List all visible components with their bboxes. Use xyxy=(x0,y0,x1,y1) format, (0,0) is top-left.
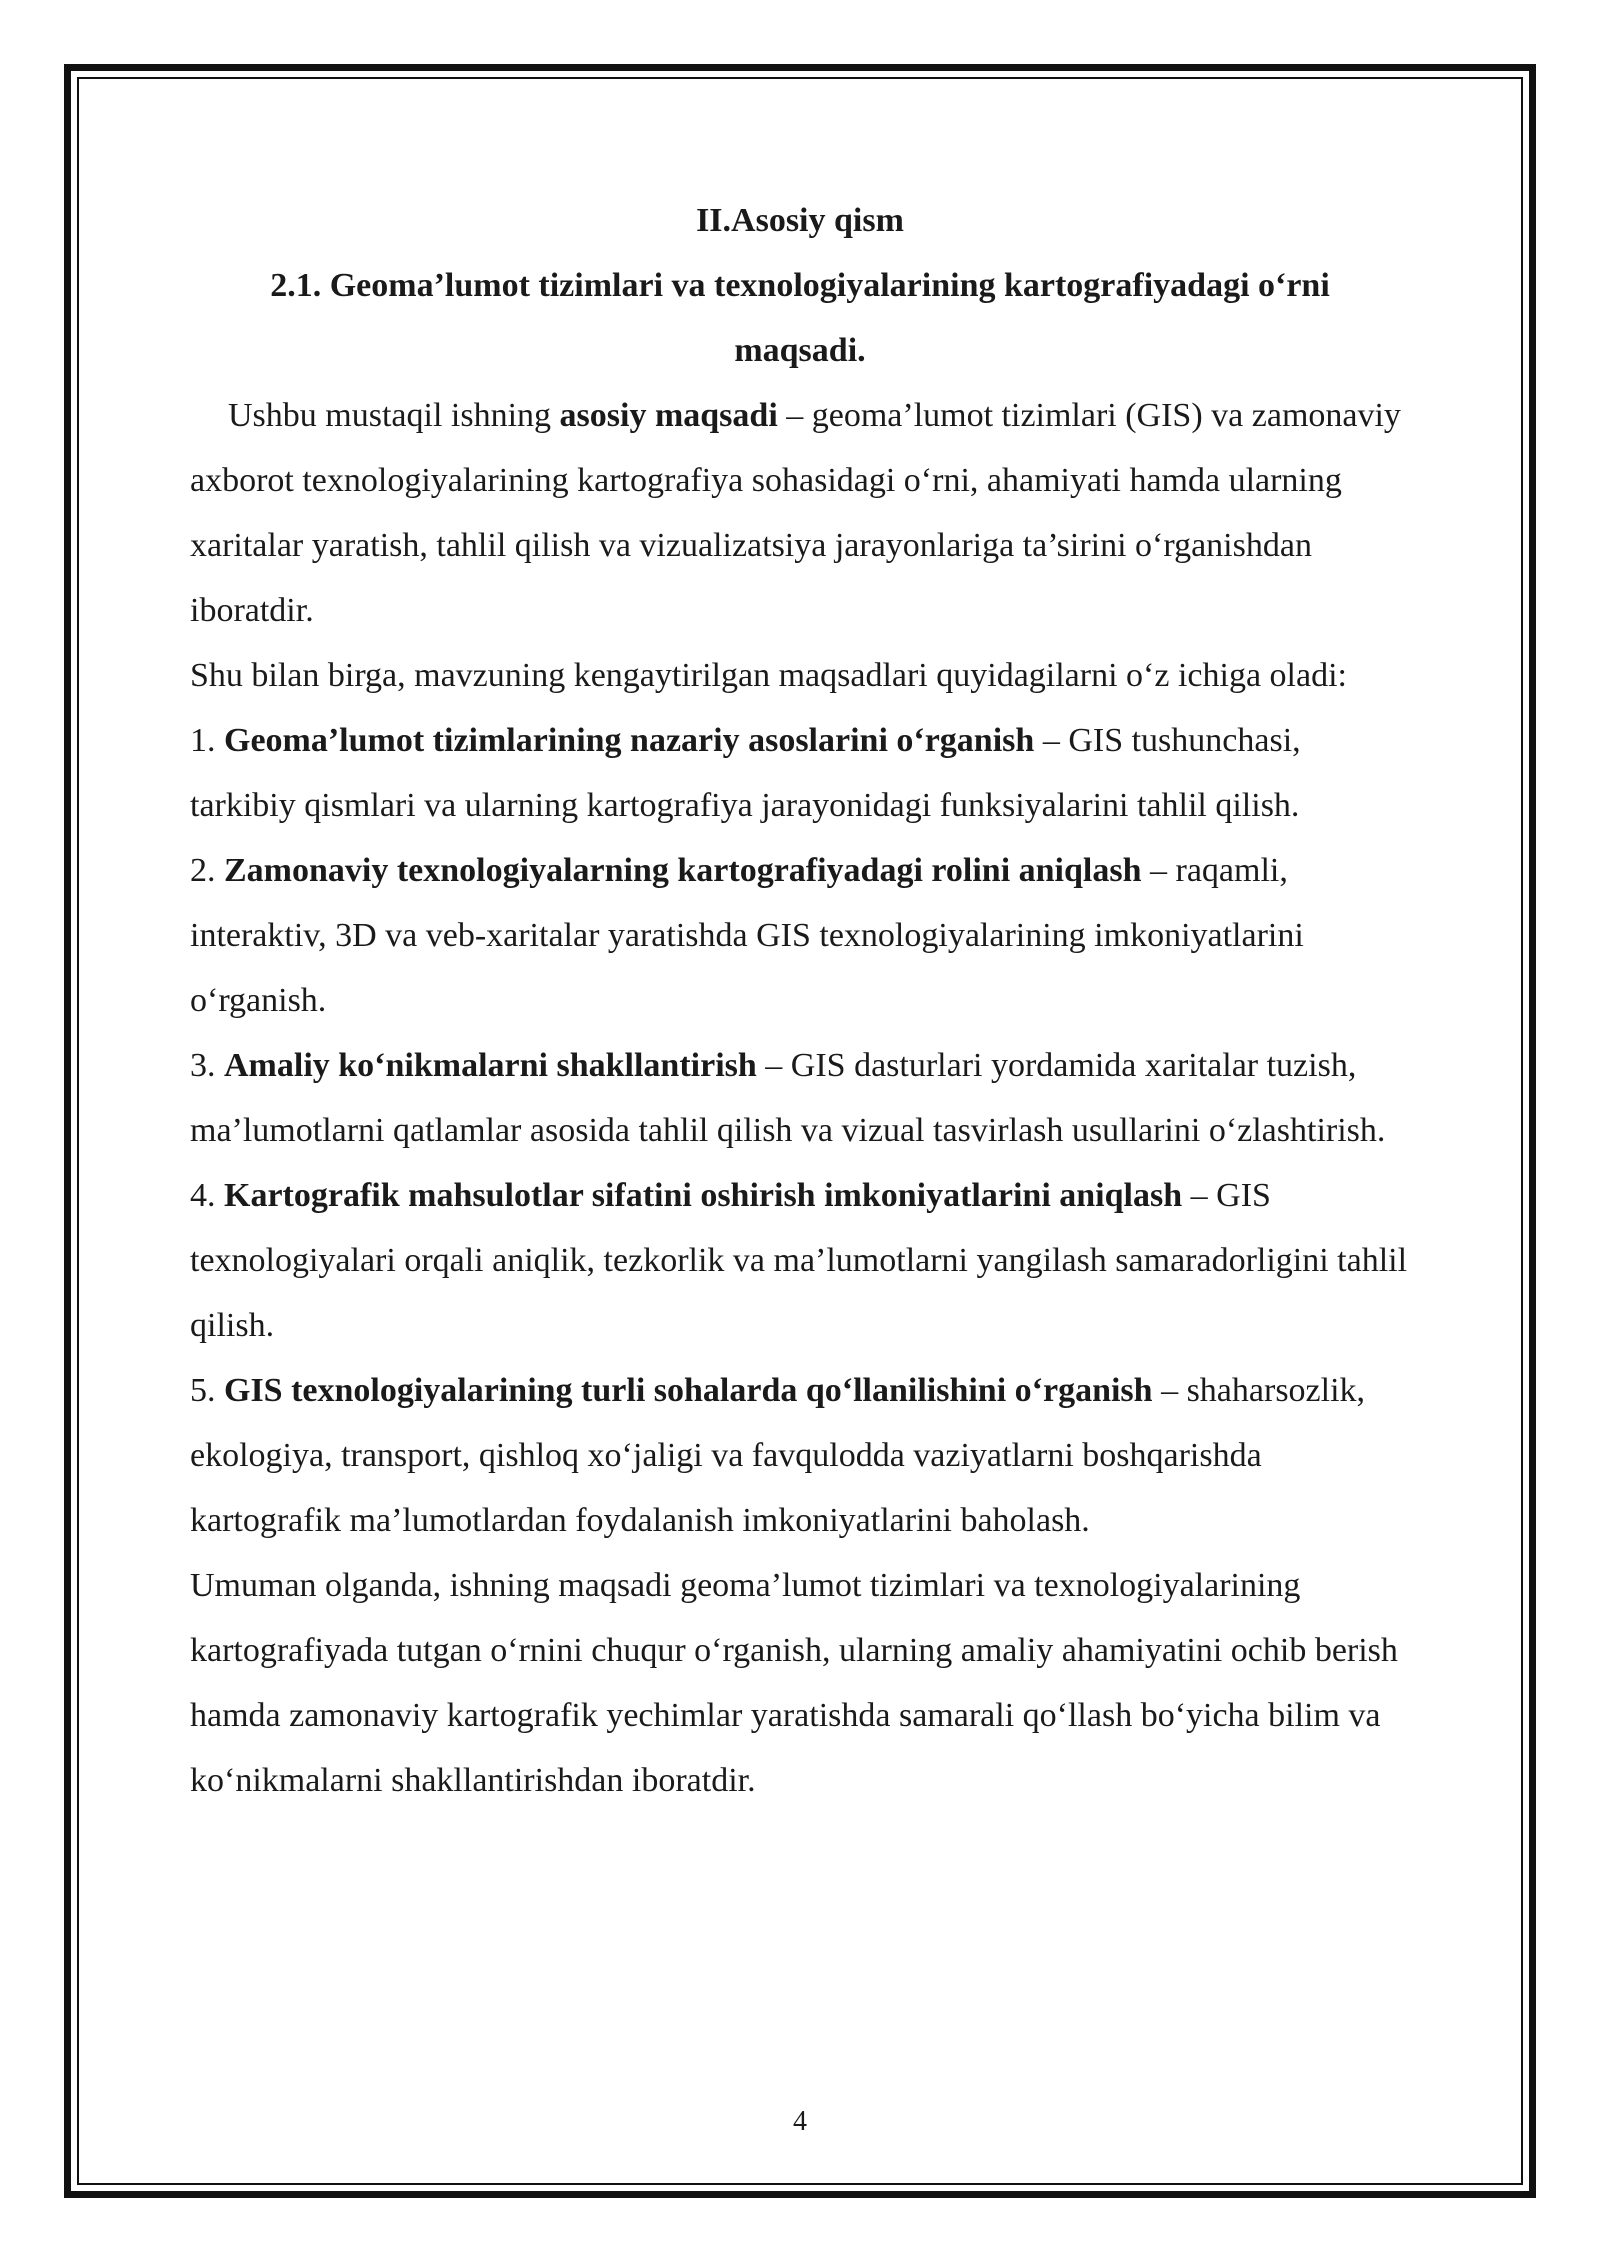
conclusion-paragraph: Umuman olganda, ishning maqsadi geoma’lumot tizimlari va texnologiyalarining kartografiyada tutgan o‘rnini chuqur o‘rganish, ularning amaliy ahamiyatini ochib berish hamda zamonaviy kartografik yechimlar yaratishda samarali qo‘llash bo‘yicha bilim va ko‘nikmalarni shakllantirishdan iboratdir. xyxy=(190,1567,1398,1799)
list-item-number: 3. xyxy=(190,1047,224,1084)
document-body xyxy=(190,188,1410,1813)
list-item xyxy=(190,708,1410,838)
extended-intro-paragraph: Shu bilan birga, mavzuning kengaytirilgan maqsadlari quyidagilarni o‘z ichiga oladi: xyxy=(190,657,1347,694)
list-item-text: – GIS texnologiyalari orqali aniqlik, tezkorlik va ma’lumotlarni yangilash samaradorligini tahlil qilish. xyxy=(190,1177,1408,1344)
subsection-heading: 2.1. Geoma’lumot tizimlari va texnologiyalarining kartografiyadagi o‘rni maqsadi. xyxy=(270,267,1330,369)
list-item xyxy=(190,1033,1410,1163)
intro-bold-term: asosiy maqsadi xyxy=(559,397,778,434)
list-item xyxy=(190,1358,1410,1553)
list-item-title: Zamonaviy texnologiyalarning kartografiyadagi rolini aniqlash xyxy=(224,852,1142,889)
list-item xyxy=(190,1163,1410,1358)
page-number: 4 xyxy=(793,2106,807,2137)
list-item-text: – GIS dasturlari yordamida xaritalar tuzish, ma’lumotlarni qatlamlar asosida tahlil qilish va vizual tasvirlash usullarini o‘zlashtirish. xyxy=(190,1047,1386,1149)
intro-paragraph xyxy=(190,383,1410,643)
list-item-title: Geoma’lumot tizimlarining nazariy asoslarini o‘rganish xyxy=(224,722,1035,759)
list-item-number: 4. xyxy=(190,1177,224,1214)
list-item xyxy=(190,838,1410,1033)
list-item-text: – shaharsozlik, ekologiya, transport, qishloq xo‘jaligi va favqulodda vaziyatlarni boshqarishda kartografik ma’lumotlardan foydalanish imkoniyatlarini baholash. xyxy=(190,1372,1366,1539)
list-item-title: Amaliy ko‘nikmalarni shakllantirish xyxy=(224,1047,757,1084)
intro-rest: – geoma’lumot tizimlari (GIS) va zamonaviy axborot texnologiyalarining kartografiya sohasidagi o‘rni, ahamiyati hamda ularning xaritalar yaratish, tahlil qilish va vizualizatsiya jarayonlariga ta’sirini o‘rganishdan iboratdir. xyxy=(190,397,1401,629)
list-item-title: Kartografik mahsulotlar sifatini oshirish imkoniyatlarini aniqlash xyxy=(224,1177,1183,1214)
list-item-title: GIS texnologiyalarining turli sohalarda qo‘llanilishini o‘rganish xyxy=(224,1372,1153,1409)
list-item-number: 1. xyxy=(190,722,224,759)
section-heading: II.Asosiy qism xyxy=(696,202,904,239)
intro-lead: Ushbu mustaqil ishning xyxy=(228,397,560,434)
list-item-text: – raqamli, interaktiv, 3D va veb-xaritalar yaratishda GIS texnologiyalarining imkoniyatlarini o‘rganish. xyxy=(190,852,1304,1019)
list-item-text: – GIS tushunchasi, tarkibiy qismlari va ularning kartografiya jarayonidagi funksiyalarini tahlil qilish. xyxy=(190,722,1301,824)
list-item-number: 5. xyxy=(190,1372,224,1409)
list-item-number: 2. xyxy=(190,852,224,889)
